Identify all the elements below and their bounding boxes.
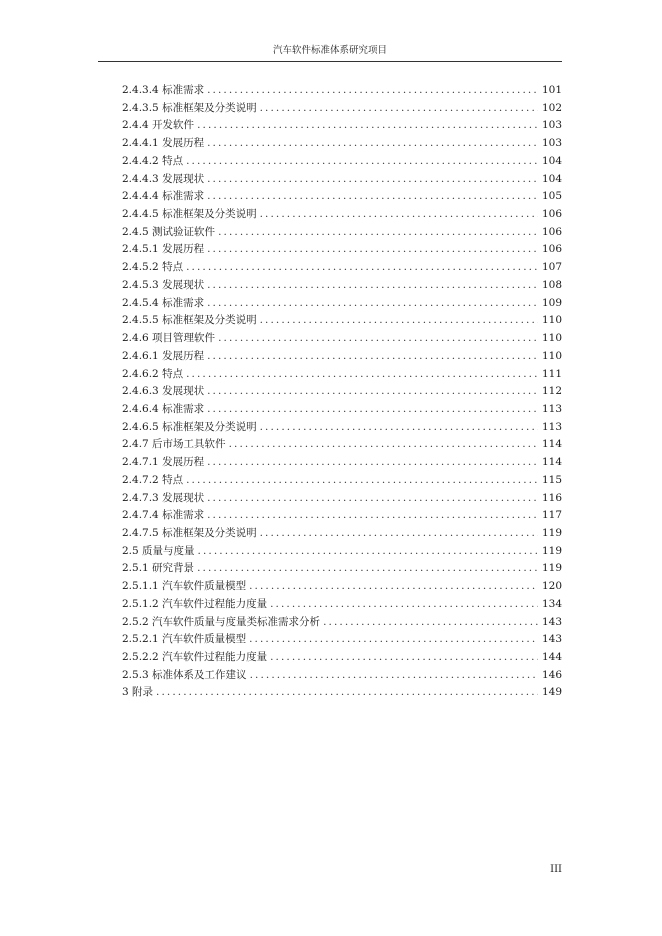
toc-entry[interactable] (122, 649, 562, 667)
toc-entry[interactable] (122, 667, 562, 685)
toc-entry-title: 2.5.2 汽车软件质量与度量类标准需求分析 (122, 615, 321, 628)
toc-entry-page: 149 (541, 686, 562, 699)
toc-entry-page: 104 (541, 154, 562, 167)
toc-entry[interactable] (122, 330, 562, 348)
toc-entry-page: 110 (541, 332, 562, 345)
toc-entry-page: 116 (541, 491, 562, 504)
toc-entry[interactable] (122, 188, 562, 206)
toc-dot-leader (207, 348, 538, 366)
toc-dot-leader (207, 188, 538, 206)
toc-dot-leader (207, 135, 538, 153)
toc-entry-page: 134 (541, 597, 562, 610)
toc-entry-title: 2.4.5.5 标准框架及分类说明 (122, 314, 257, 327)
running-header: 汽车软件标准体系研究项目 (272, 45, 387, 56)
toc-entry-title: 2.5 质量与度量 (122, 544, 195, 557)
toc-dot-leader (218, 330, 538, 348)
toc-entry-title: 2.4.6.3 发展现状 (122, 385, 205, 398)
toc-dot-leader (260, 312, 538, 330)
toc-dot-leader (207, 171, 538, 189)
toc-entry-title: 2.4.4.4 标准需求 (122, 190, 205, 203)
toc-dot-leader (260, 206, 538, 224)
toc-dot-leader (207, 454, 538, 472)
toc-entry[interactable] (122, 454, 562, 472)
toc-dot-leader (207, 490, 538, 508)
toc-entry-page: 106 (541, 208, 562, 221)
toc-dot-leader (198, 543, 538, 561)
toc-dot-leader (156, 684, 538, 702)
toc-entry-page: 120 (541, 580, 562, 593)
toc-entry[interactable] (122, 596, 562, 614)
toc-entry-page: 107 (541, 261, 562, 274)
toc-entry-page: 117 (541, 509, 562, 522)
toc-entry[interactable] (122, 82, 562, 100)
toc-entry[interactable] (122, 436, 562, 454)
toc-entry-page: 112 (541, 385, 562, 398)
toc-entry-title: 2.4.6 项目管理软件 (122, 332, 216, 345)
toc-entry[interactable] (122, 135, 562, 153)
toc-entry-page: 143 (541, 615, 562, 628)
toc-entry[interactable] (122, 100, 562, 118)
toc-entry-title: 2.5.2.2 汽车软件过程能力度量 (122, 651, 268, 663)
toc-entry-title: 2.4.7.5 标准框架及分类说明 (122, 526, 257, 539)
toc-entry-page: 146 (541, 668, 562, 681)
toc-entry[interactable] (122, 631, 562, 649)
toc-entry[interactable] (122, 383, 562, 401)
toc-entry[interactable] (122, 490, 562, 508)
toc-entry-page: 106 (541, 243, 562, 256)
toc-entry-page: 114 (541, 456, 562, 469)
toc-entry-title: 2.4.7.3 发展现状 (122, 491, 205, 504)
toc-entry-page: 111 (541, 367, 562, 380)
toc-dot-leader (260, 419, 538, 437)
toc-dot-leader (249, 578, 538, 596)
toc-dot-leader (207, 277, 538, 295)
toc-entry-title: 2.4.5.3 发展现状 (122, 278, 205, 291)
toc-entry-page: 114 (541, 438, 562, 451)
toc-entry-title: 2.4.5.4 标准需求 (122, 296, 205, 309)
toc-entry-title: 3 附录 (122, 686, 154, 699)
toc-dot-leader (186, 153, 538, 171)
toc-entry[interactable] (122, 684, 562, 702)
table-of-contents (122, 82, 562, 702)
toc-entry-title: 2.5.2.1 汽车软件质量模型 (122, 633, 247, 646)
toc-dot-leader (270, 649, 538, 667)
toc-entry-page: 105 (541, 190, 562, 203)
toc-entry[interactable] (122, 366, 562, 384)
toc-dot-leader (186, 259, 538, 277)
toc-entry[interactable] (122, 401, 562, 419)
toc-entry-title: 2.5.3 标准体系及工作建议 (122, 668, 247, 681)
toc-entry-page: 113 (541, 420, 562, 433)
toc-entry-title: 2.4.5 测试验证软件 (122, 225, 216, 238)
toc-entry[interactable] (122, 312, 562, 330)
toc-entry[interactable] (122, 507, 562, 525)
toc-entry[interactable] (122, 348, 562, 366)
toc-entry-page: 119 (541, 544, 562, 557)
toc-entry-title: 2.4.6.5 标准框架及分类说明 (122, 420, 257, 433)
toc-entry-page: 106 (541, 225, 562, 238)
toc-entry-title: 2.4.6.4 标准需求 (122, 402, 205, 415)
toc-dot-leader (207, 383, 538, 401)
toc-entry-title: 2.4.4.2 特点 (122, 154, 184, 167)
toc-entry[interactable] (122, 206, 562, 224)
toc-entry[interactable] (122, 224, 562, 242)
toc-entry-page: 102 (541, 101, 562, 114)
toc-entry-page: 109 (541, 296, 562, 309)
toc-entry-page: 110 (541, 314, 562, 327)
toc-entry-title: 2.5.1 研究背景 (122, 562, 195, 575)
toc-entry[interactable] (122, 560, 562, 578)
toc-dot-leader (260, 100, 538, 118)
toc-entry-title: 2.4.3.4 标准需求 (122, 84, 205, 96)
toc-entry-page: 115 (541, 473, 562, 486)
toc-dot-leader (260, 525, 538, 543)
toc-entry-title: 2.4.4.5 标准框架及分类说明 (122, 208, 257, 221)
toc-entry[interactable] (122, 277, 562, 295)
toc-entry-page: 110 (541, 349, 562, 362)
toc-entry-page: 143 (541, 633, 562, 646)
toc-entry-title: 2.4.7.2 特点 (122, 473, 184, 486)
toc-dot-leader (207, 82, 538, 100)
toc-entry-title: 2.4.6.2 特点 (122, 367, 184, 380)
toc-entry[interactable] (122, 614, 562, 632)
toc-entry-page: 103 (541, 119, 562, 132)
toc-entry[interactable] (122, 419, 562, 437)
toc-entry-page: 119 (541, 526, 562, 539)
toc-dot-leader (207, 401, 538, 419)
toc-dot-leader (186, 472, 538, 490)
toc-entry[interactable] (122, 543, 562, 561)
toc-entry[interactable] (122, 171, 562, 189)
toc-entry-title: 2.4.7 后市场工具软件 (122, 438, 226, 451)
toc-dot-leader (197, 560, 538, 578)
toc-dot-leader (250, 667, 538, 685)
toc-entry-title: 2.4.5.1 发展历程 (122, 243, 205, 256)
toc-entry-title: 2.4.5.2 特点 (122, 261, 184, 274)
toc-dot-leader (229, 436, 538, 454)
toc-dot-leader (249, 631, 538, 649)
toc-dot-leader (186, 366, 538, 384)
toc-dot-leader (270, 596, 538, 614)
toc-entry-title: 2.5.1.1 汽车软件质量模型 (122, 580, 247, 593)
toc-dot-leader (207, 295, 538, 313)
toc-entry-title: 2.4.6.1 发展历程 (122, 349, 205, 362)
toc-entry[interactable] (122, 241, 562, 259)
toc-dot-leader (218, 224, 538, 242)
toc-entry[interactable] (122, 525, 562, 543)
toc-dot-leader (207, 507, 538, 525)
toc-entry-title: 2.5.1.2 汽车软件过程能力度量 (122, 597, 268, 610)
toc-entry-page: 108 (541, 278, 562, 291)
toc-dot-leader (197, 117, 538, 135)
toc-dot-leader (323, 614, 538, 632)
toc-entry-page: 103 (541, 137, 562, 150)
toc-dot-leader (207, 241, 538, 259)
toc-entry[interactable] (122, 578, 562, 596)
toc-entry-title: 2.4.7.1 发展历程 (122, 456, 205, 469)
toc-entry[interactable] (122, 259, 562, 277)
toc-entry-page: 144 (541, 651, 562, 663)
header-divider (98, 61, 562, 62)
toc-entry-page: 104 (541, 172, 562, 185)
toc-entry[interactable] (122, 295, 562, 313)
toc-entry-title: 2.4.3.5 标准框架及分类说明 (122, 101, 257, 114)
toc-entry-page: 119 (541, 562, 562, 575)
toc-entry[interactable] (122, 117, 562, 135)
toc-entry[interactable] (122, 153, 562, 171)
toc-entry-page: 101 (541, 84, 562, 96)
toc-entry-title: 2.4.7.4 标准需求 (122, 509, 205, 522)
toc-entry-title: 2.4.4.1 发展历程 (122, 137, 205, 150)
toc-entry[interactable] (122, 472, 562, 490)
toc-entry-page: 113 (541, 402, 562, 415)
toc-entry-title: 2.4.4 开发软件 (122, 119, 195, 132)
toc-entry-title: 2.4.4.3 发展现状 (122, 172, 205, 185)
page-number: III (550, 864, 562, 875)
